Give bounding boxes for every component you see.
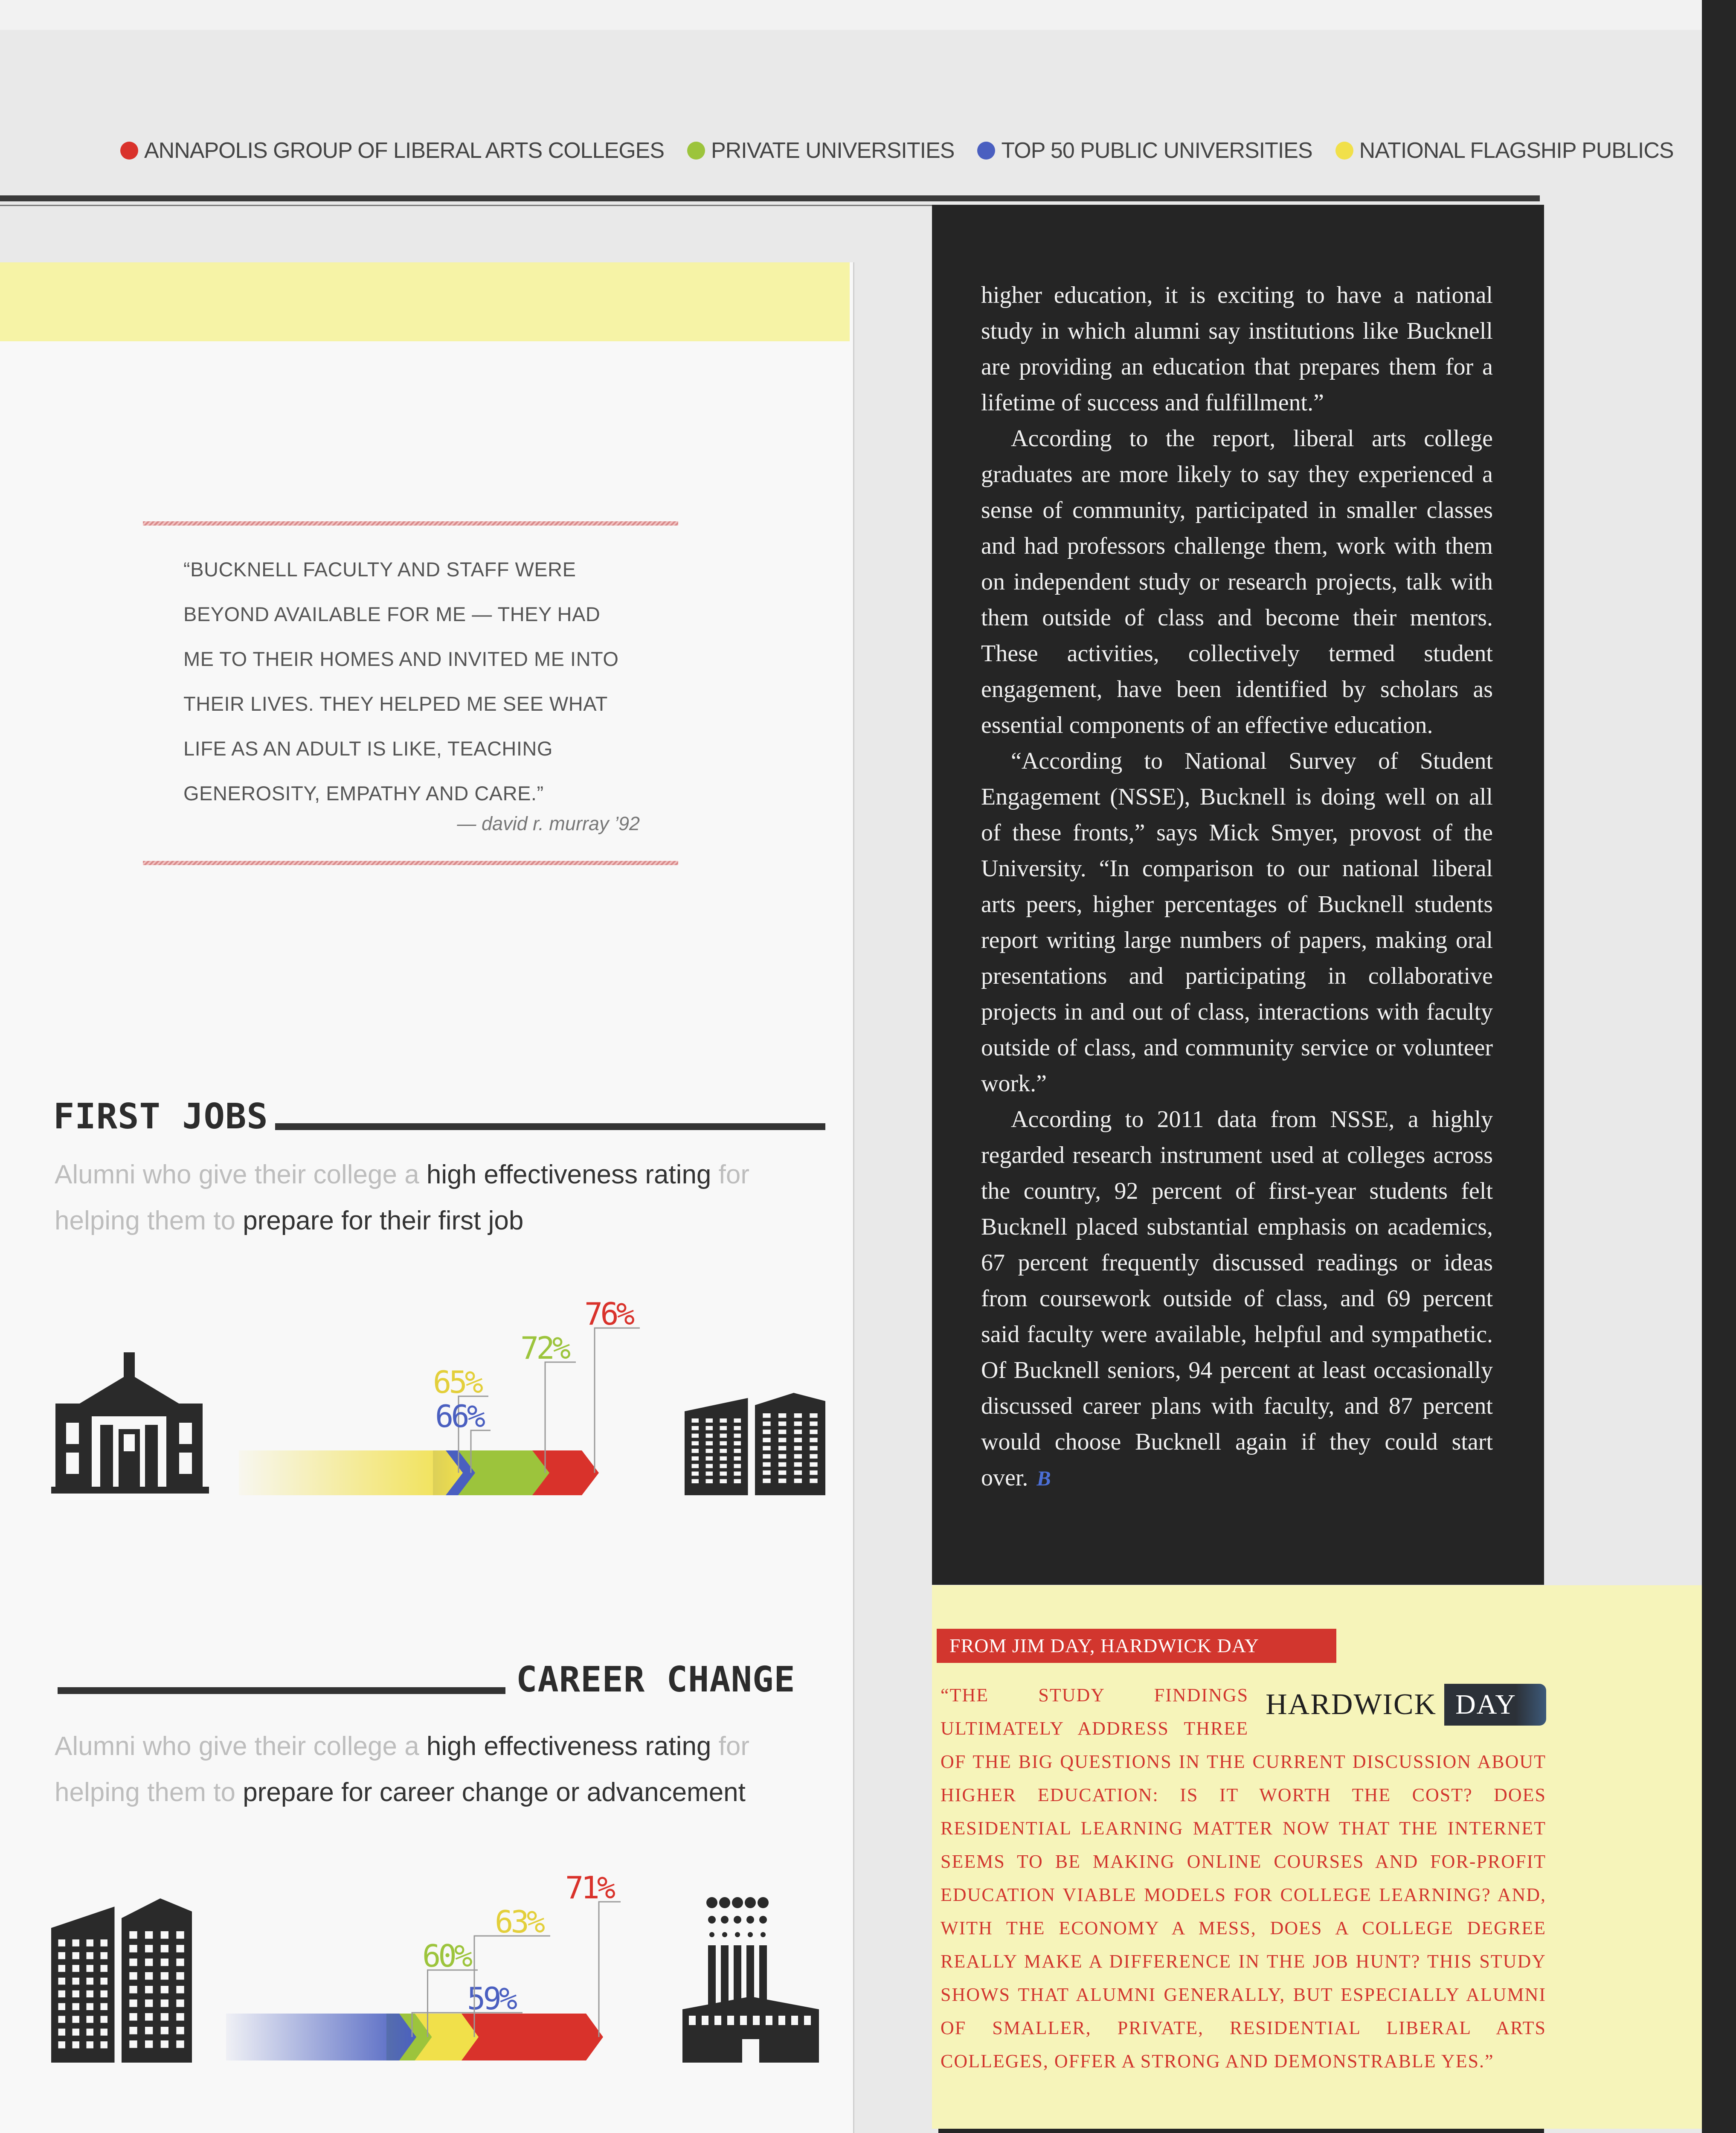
- legend-dot-icon: [1335, 142, 1353, 160]
- panel-yellow-band: [0, 262, 850, 341]
- article-paragraph-text: higher education, it is exciting to have a national study in which alumni say institutions like Bucknell are providing an education that prepares them for a lifetime of success and fulfillment.”: [981, 282, 1493, 416]
- legend-item: [687, 138, 954, 163]
- desc-text: Alumni who give their college a: [55, 1160, 427, 1189]
- article-column-lower: [938, 2129, 1544, 2133]
- legend-dot-icon: [687, 142, 705, 160]
- legend: [120, 136, 1697, 166]
- sidebar-quote: [941, 1679, 1546, 2078]
- desc-emphasis: prepare for career change or advancement: [243, 1778, 746, 1807]
- value-label: 60%: [422, 1938, 470, 1974]
- value-label: 59%: [467, 1981, 515, 2017]
- desc-text: helping them to: [55, 1778, 243, 1807]
- pull-quote: [183, 547, 678, 816]
- sidebar-tag: FROM JIM DAY, HARDWICK DAY: [937, 1629, 1336, 1663]
- quote-line: GENEROSITY, EMPATHY AND CARE.”: [183, 782, 544, 805]
- factory-icon: [682, 1897, 819, 2063]
- value-label: 66%: [435, 1398, 483, 1434]
- college-building-icon: [51, 1352, 209, 1494]
- desc-text: Alumni who give their college a: [55, 1732, 427, 1761]
- bucknell-end-mark-icon: B: [1036, 1466, 1051, 1490]
- value-label: 65%: [433, 1364, 481, 1400]
- hardwick-day-logo: [1266, 1681, 1546, 1729]
- desc-text: for: [711, 1732, 749, 1761]
- quote-line: LIFE AS AN ADULT IS LIKE, TEACHING: [183, 737, 553, 760]
- legend-label: ANNAPOLIS GROUP OF LIBERAL ARTS COLLEGES: [144, 138, 665, 163]
- quote-line: “BUCKNELL FACULTY AND STAFF WERE: [183, 558, 576, 581]
- legend-label: PRIVATE UNIVERSITIES: [711, 138, 955, 163]
- article-paragraph-text: According to 2011 data from NSSE, a highly regarded research instrument used at colleges across the country, 92 percent of first-year students felt Bucknell placed substantial emphasis on academics, 67 percent frequently discussed readings or ideas from coursework outside of class, and 69 percent said faculty were available, helpful and sympathetic. Of Bucknell seniors, 94 percent at least occasionally discussed career plans with faculty, and 87 percent would choose Bucknell again if they could start over.: [981, 1106, 1493, 1491]
- value-label: 72%: [520, 1330, 569, 1366]
- first-jobs-description: [55, 1152, 835, 1244]
- desc-emphasis: prepare for their first job: [243, 1206, 524, 1235]
- value-label: 71%: [565, 1870, 613, 1906]
- bar-65-percent: [239, 1450, 463, 1495]
- article-paragraph-text: “According to National Survey of Student Engagement (NSSE), Bucknell is doing well on all of these fronts,” says Mick Smyer, provost of the University. “In comparison to our national liberal arts peers, higher percentages of Bucknell students report writing large numbers of papers, making oral presentations and participating in collaborative projects in and out of class, interactions with faculty outside of class, and community service or volunteer work.”: [981, 748, 1493, 1097]
- career-change-rule: [58, 1687, 505, 1694]
- career-change-chart: [43, 1851, 845, 2090]
- value-label: 63%: [495, 1904, 543, 1940]
- legend-item: [977, 138, 1312, 163]
- legend-dot-icon: [120, 142, 138, 160]
- sidebar-quote-text: “THE STUDY FINDINGS ULTIMATELY ADDRESS THREE OF THE BIG QUESTIONS IN THE CURRENT DISCUSSION ABOUT HIGHER EDUCATION: IS IT WORTH THE COST? DOES RESIDENTIAL LEARNING MATTER NOW THAT THE INTERNET SEEMS TO BE MAKING ONLINE COURSES AND FOR-PROFIT EDUCATION VIABLE MODELS FOR COLLEGE LEARNING? AND, WITH THE ECONOMY A MESS, DOES A COLLEGE DEGREE REALLY MAKE A DIFFERENCE IN THE JOB HUNT? THIS STUDY SHOWS THAT ALUMNI GENERALLY, BUT ESPECIALLY ALUMNI OF SMALLER, PRIVATE, RESIDENTIAL LIBERAL ARTS COLLEGES, OFFER A STRONG AND DEMONSTRABLE YES.”: [941, 1685, 1546, 2072]
- quote-line: ME TO THEIR HOMES AND INVITED ME INTO: [183, 648, 619, 670]
- article-paragraph: [981, 1101, 1493, 1496]
- quote-line: BEYOND AVAILABLE FOR ME — THEY HAD: [183, 603, 601, 625]
- quote-bottom-rule: [143, 861, 678, 865]
- bar-59-percent: [226, 2014, 416, 2060]
- article-paragraph: [981, 421, 1493, 743]
- article-paragraph: [981, 743, 1493, 1101]
- scan-margin-top: [0, 0, 1736, 30]
- value-label: 76%: [584, 1296, 633, 1332]
- legend-label: TOP 50 PUBLIC UNIVERSITIES: [1001, 138, 1312, 163]
- career-change-title: CAREER CHANGE: [516, 1659, 795, 1700]
- legend-dot-icon: [977, 142, 995, 160]
- city-buildings-icon: [685, 1393, 825, 1495]
- desc-text: helping them to: [55, 1206, 243, 1235]
- legend-item: [1335, 138, 1674, 163]
- first-jobs-title: FIRST JOBS: [53, 1096, 268, 1137]
- article-paragraph-text: According to the report, liberal arts college graduates are more likely to say they experienced a sense of community, participated in smaller classes and had professors challenge them, work with them on independent study or research projects, talk with them outside of class and become their mentors. These activities, collectively termed student engagement, have been identified by scholars as essential components of an effective education.: [981, 425, 1493, 738]
- first-jobs-rule: [275, 1123, 825, 1130]
- legend-label: NATIONAL FLAGSHIP PUBLICS: [1359, 138, 1674, 163]
- logo-word-day: DAY: [1444, 1684, 1546, 1726]
- article-paragraph: [981, 277, 1493, 421]
- quote-attribution: — david r. murray ’92: [457, 813, 640, 834]
- career-change-description: [55, 1723, 835, 1816]
- desc-text: for: [711, 1160, 749, 1189]
- quote-top-rule: [143, 521, 678, 526]
- city-buildings-icon: [51, 1898, 192, 2063]
- first-jobs-chart: [43, 1280, 845, 1510]
- top-rule: [0, 195, 1540, 201]
- scan-margin-right: [1702, 0, 1736, 2133]
- legend-item: [120, 138, 664, 163]
- logo-word-hardwick: HARDWICK: [1266, 1688, 1437, 1721]
- quote-line: THEIR LIVES. THEY HELPED ME SEE WHAT: [183, 692, 608, 715]
- desc-emphasis: high effectiveness rating: [426, 1732, 711, 1761]
- article-body: [981, 277, 1493, 1496]
- desc-emphasis: high effectiveness rating: [426, 1160, 711, 1189]
